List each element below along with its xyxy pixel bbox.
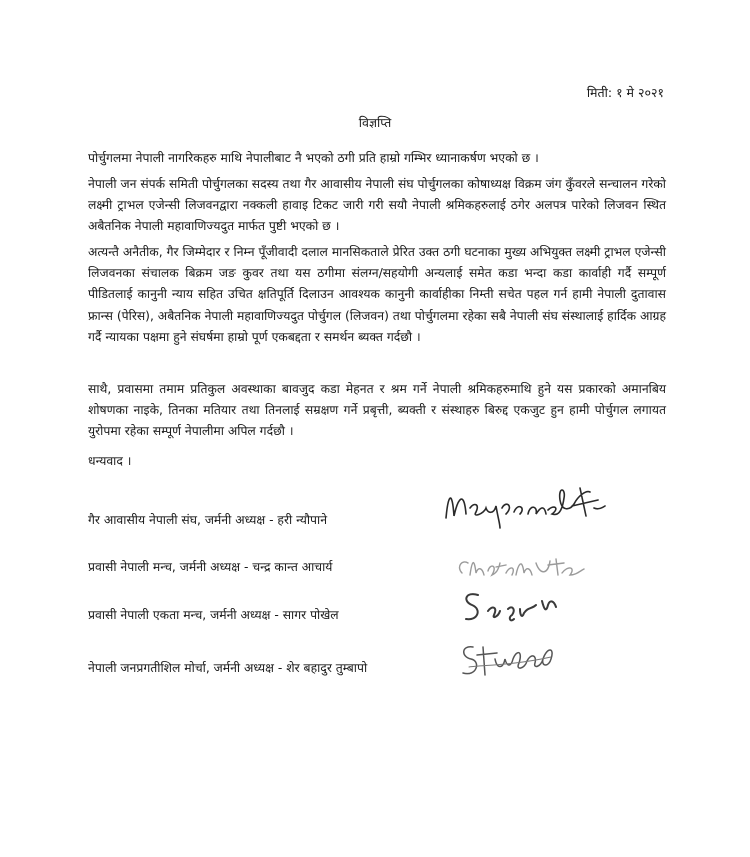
signatory-line-4: नेपाली जनप्रगतीशिल मोर्चा, जर्मनी अध्यक्ष - शेर बहादुर तुम्बापो: [88, 661, 368, 675]
closing-thanks: धन्यवाद ।: [88, 454, 132, 468]
letter-title: विज्ञप्ति: [358, 115, 392, 130]
letter-date: मिती: १ मे २०२१: [586, 85, 664, 100]
paragraph-1: पोर्चुगलमा नेपाली नागरिकहरु माथि नेपालीबाट नै भएको ठगी प्रति हाम्रो गम्भिर ध्यानाकर्षण भएको छ ।: [88, 151, 539, 165]
paragraph-2: नेपाली जन संपर्क समिती पोर्चुगलका सदस्य तथा गैर आवासीय नेपाली संघ पोर्चुगलका कोषाध्यक्ष विक्रम जंग कुँवरले सन्चालन गरेको लक्ष्मी ट्राभल एजेन्सी लिजवनद्वारा नक्कली हावाइ टिकट जारी गरी सयौ नेपाली श्रमिकहरुलाई ठगेर अलपत्र पारेको लिजवन स्थित अबैतनिक नेपाली महावाणिज्यदुत मार्फत पुष्टी भएको छ ।: [88, 177, 666, 234]
signature-1-image: [440, 478, 610, 533]
signatory-line-2: प्रवासी नेपाली मन्च, जर्मनी अध्यक्ष - चन्द्र कान्त आचार्य: [88, 560, 333, 574]
signatory-line-3: प्रवासी नेपाली एकता मन्च, जर्मनी अध्यक्ष - सागर पोखेल: [88, 608, 339, 622]
paragraph-4: साथै, प्रवासमा तमाम प्रतिकुल अवस्थाका बावजुद कडा मेहनत र श्रम गर्ने नेपाली श्रमिकहरुमाथि हुने यस प्रकारको अमानबिय शोषणका नाइके, तिनका मतियार तथा तिनलाई सम्रक्षण गर्ने प्रबृत्ती, ब्यक्ती र संस्थाहरु बिरुद्द एकजुट हुन हामी पोर्चुगल लगायत युरोपमा रहेका सम्पूर्ण नेपालीमा अपिल गर्दछौ ।: [88, 382, 666, 439]
signatory-line-1: गैर आवासीय नेपाली संघ, जर्मनी अध्यक्ष - हरी न्यौपाने: [88, 513, 328, 527]
paragraph-3: अत्यन्तै अनैतीक, गैर जिम्मेदार र निम्न पूँजीवादी दलाल मानसिकताले प्रेरित उक्त ठगी घटनाका मुख्य अभियुक्त लक्ष्मी ट्राभल एजेन्सी लिजवनका संचालक बिक्रम जङ कुवर तथा यस ठगीमा संलग्न/सहयोगी अन्यलाई समेत कडा भन्दा कडा कार्वाही गर्दै सम्पूर्ण पीडितलाई कानुनी न्याय सहित उचित क्षतिपूर्ति दिलाउन आवश्यक कानुनी कार्वाहीका निम्ती सचेत पहल गर्न हामी नेपाली दुतावास फ्रान्स (पेरिस), अबैतनिक नेपाली महावाणिज्यदुत पोर्चुगल (लिजवन) तथा पोर्चुगलमा रहेका सबै नेपाली संघ संस्थालाई हार्दिक आग्रह गर्दै न्यायका पक्षमा हुने संघर्षमा हाम्रो पूर्ण एकबद्दता र समर्थन ब्यक्त गर्दछौ ।: [88, 245, 666, 344]
signature-3-image: [458, 587, 568, 632]
signature-4-image: [455, 637, 565, 682]
signature-2-image: [452, 553, 592, 583]
